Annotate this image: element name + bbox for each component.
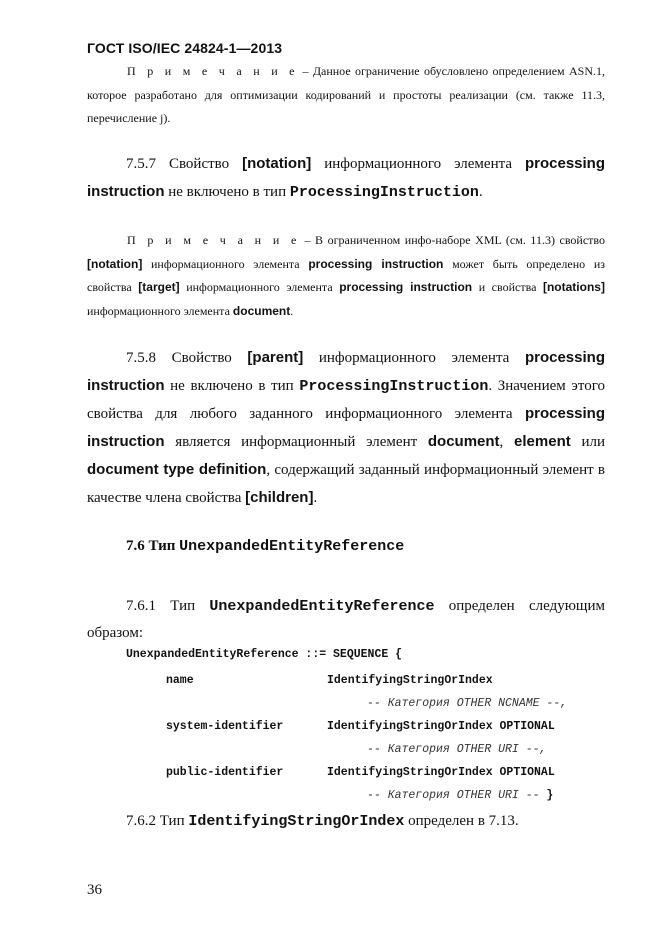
- note-restricted-infoset: [87, 229, 605, 323]
- text-run: ,: [499, 434, 515, 450]
- item-name: processing instruction: [308, 256, 444, 271]
- code-type: IdentifyingStringOrIndex OPTIONAL: [327, 766, 555, 779]
- text-run: – В ограниченном инфо-наборе XML (см. 11.3) свойство: [299, 233, 605, 247]
- text-run: , содержащий заданный информационный элемент в качестве члена свойства: [87, 462, 605, 506]
- type-name: UnexpandedEntityReference: [209, 598, 435, 615]
- property-name: [children]: [245, 489, 314, 506]
- text-run: 7.6.2 Тип: [126, 813, 189, 829]
- note-text: – Данное ограничение обусловлено определением ASN.1, которое разработано для оптимизации кодирований и простоты реализации (см. также 11.3, перечисление j).: [87, 64, 605, 125]
- text-run: информационного элемента: [87, 303, 233, 318]
- text-run: . Значением этого свойства для любого заданного информационного элемента: [87, 378, 605, 422]
- paragraph-7-5-8: [87, 344, 605, 512]
- text-run: определен в 7.13.: [404, 813, 519, 829]
- item-name: processing instruction: [339, 280, 473, 294]
- text-run: определен следующим образом:: [87, 598, 605, 641]
- text-run: не включено в тип: [164, 378, 300, 394]
- item-name: element: [514, 433, 571, 450]
- code-last-line: [367, 789, 553, 802]
- code-field-public-identifier: public-identifier: [166, 766, 284, 779]
- note-label: П р и м е ч а н и е: [127, 64, 299, 78]
- item-name: document: [232, 303, 291, 318]
- paragraph-7-6-1: [87, 593, 605, 647]
- text-run: может быть определено из свойства: [87, 256, 605, 294]
- type-name: ProcessingInstruction: [299, 378, 489, 395]
- section-number: 7.6 Тип: [126, 538, 180, 554]
- code-comment: -- Категория OTHER URI --: [367, 789, 540, 802]
- text-run: 7.5.7 Свойство: [126, 156, 243, 172]
- text-run: .: [290, 303, 294, 318]
- section-heading-7-6: [126, 538, 404, 555]
- property-name: [notation]: [87, 256, 143, 271]
- code-type: IdentifyingStringOrIndex: [327, 674, 493, 687]
- note-asn1: [87, 60, 605, 131]
- item-name: processing instruction: [87, 349, 605, 394]
- text-run: 7.5.8 Свойство: [126, 350, 248, 366]
- type-name: ProcessingInstruction: [289, 184, 479, 201]
- code-line-sequence: UnexpandedEntityReference ::= SEQUENCE {: [126, 648, 403, 661]
- text-run: 7.6.1 Тип: [126, 598, 210, 614]
- document-header: ГОСТ ISO/IEC 24824-1—2013: [87, 40, 283, 56]
- code-comment: -- Категория OTHER URI --,: [367, 743, 547, 756]
- type-name: UnexpandedEntityReference: [179, 538, 405, 555]
- paragraph-7-5-7: [87, 150, 605, 206]
- text-run: .: [478, 184, 483, 200]
- text-run: не включено в тип: [164, 184, 290, 200]
- property-name: [notations]: [542, 280, 605, 294]
- note-label: П р и м е ч а н и е: [127, 233, 300, 247]
- property-name: [target]: [138, 280, 180, 294]
- text-run: информационного элемента: [142, 256, 309, 271]
- property-name: [parent]: [247, 349, 304, 366]
- page-number: 36: [87, 882, 102, 898]
- text-run: информационного элемента: [179, 280, 340, 294]
- code-field-system-identifier: system-identifier: [166, 720, 284, 733]
- code-type: IdentifyingStringOrIndex OPTIONAL: [327, 720, 555, 733]
- item-name: processing instruction: [87, 405, 605, 450]
- property-name: [notation]: [242, 155, 312, 172]
- text-run: .: [313, 490, 318, 506]
- code-field-name: name: [166, 674, 194, 687]
- code-comment: -- Категория OTHER NCNAME --,: [367, 697, 568, 710]
- text-run: информационного элемента: [311, 156, 525, 172]
- text-run: или: [570, 434, 605, 450]
- item-name: document type definition: [87, 461, 267, 478]
- text-run: информационного элемента: [303, 350, 525, 366]
- item-name: processing instruction: [87, 155, 605, 200]
- text-run: и свойства: [472, 280, 543, 294]
- paragraph-7-6-2: [87, 808, 605, 835]
- code-close-brace: }: [539, 789, 554, 802]
- text-run: является информационный элемент: [164, 434, 428, 450]
- type-name: IdentifyingStringOrIndex: [188, 813, 405, 830]
- item-name: document: [427, 433, 500, 450]
